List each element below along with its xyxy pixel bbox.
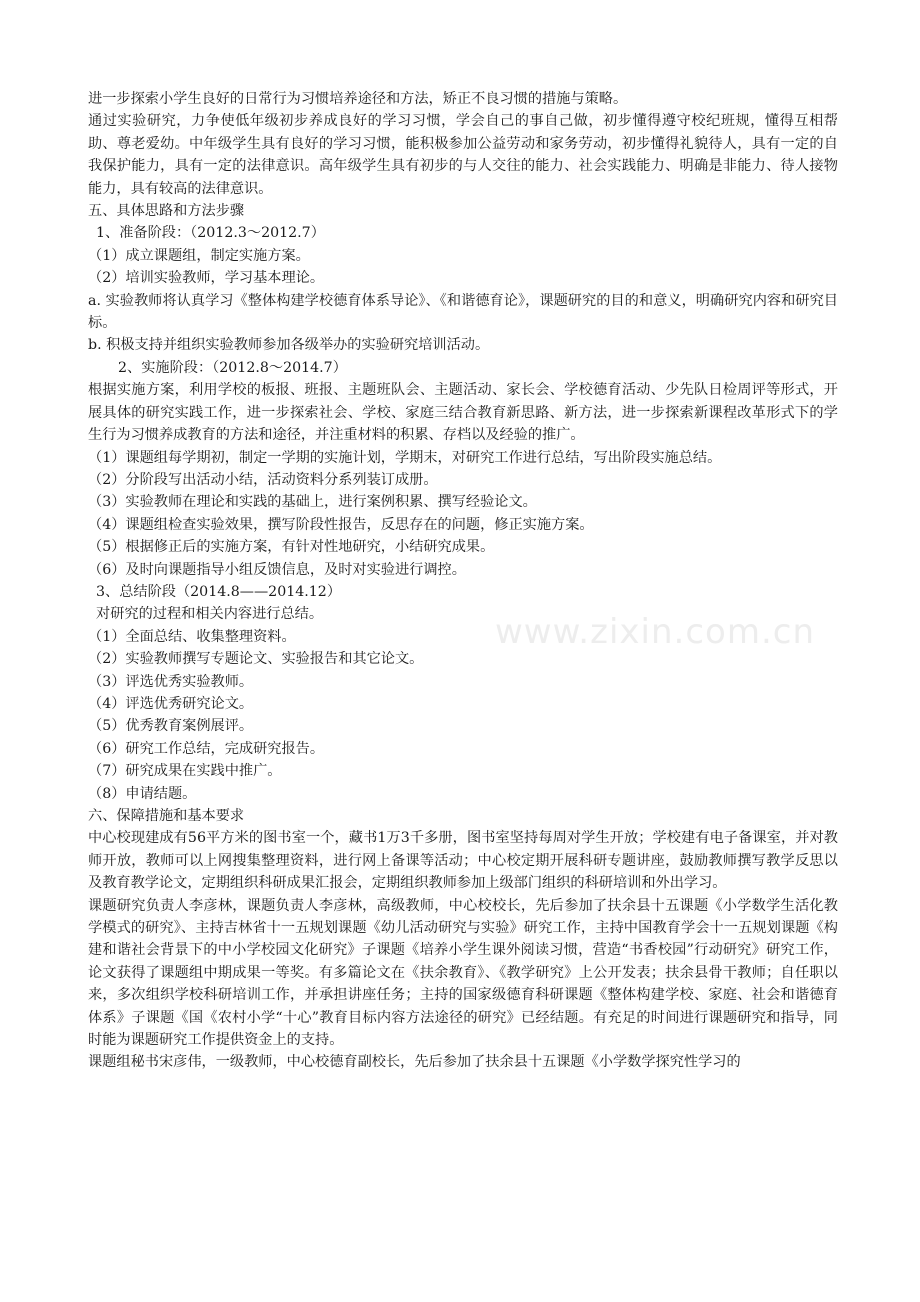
list-item: （2）培训实验教师，学习基本理论。 xyxy=(88,270,325,287)
list-item-a: a. 实验教师将认真学习《整体构建学校德育体系导论》、《和谐德育论》，课题研究的目的和意义，明确研究内容和研究目标。 xyxy=(88,292,838,332)
paragraph-goal-2: 通过实验研究，力争使低年级初步养成良好的学习习惯，学会自己的事自己做，初步懂得遵守校纪班规，懂得互相帮助、尊老爱幼。中年级学生具有良好的学习习惯，能积极参加公益劳动和家务劳动，初步懂得礼貌待人，具有一定的自我保护能力，具有一定的法律意识。高年级学生具有初步的与人交往的能力、社会实践能力、明确是非能力、待人接物能力，具有较高的法律意识。 xyxy=(88,113,838,197)
stage-heading-prepare: 1、准备阶段：（2012.3～2012.7） xyxy=(96,225,325,242)
list-item: （7）研究成果在实践中推广。 xyxy=(88,763,282,780)
stage-heading-implement: 2、实施阶段：（2012.8～2014.7） xyxy=(118,359,347,376)
list-item: （3）实验教师在理论和实践的基础上，进行案例积累、撰写经验论文。 xyxy=(88,494,537,511)
list-item: （2）实验教师撰写专题论文、实验报告和其它论文。 xyxy=(88,651,424,668)
list-item: （6）及时向课题指导小组反馈信息，及时对实验进行调控。 xyxy=(88,561,466,578)
document-page xyxy=(88,88,838,1074)
list-item: （2）分阶段写出活动小结，活动资料分系列装订成册。 xyxy=(88,471,438,488)
list-item: （1）成立课题组，制定实施方案。 xyxy=(88,247,310,264)
stage-heading-summary: 3、总结阶段（2014.8——2014.12） xyxy=(96,583,342,600)
section-heading-6: 六、保障措施和基本要求 xyxy=(88,808,245,824)
list-item: （5）优秀教育案例展评。 xyxy=(88,718,254,735)
paragraph-library: 中心校现建成有56平方米的图书室一个，藏书1万3千多册，图书室坚持每周对学生开放；学校建有电子备课室，并对教师开放，教师可以上网搜集整理资料，进行网上备课等活动；中心校定期开展科研专题讲座，鼓励教师撰写教学反思以及教育教学论文，定期组织科研成果汇报会，定期组织教师参加上级部门组织的科研培训和外出学习。 xyxy=(88,830,838,892)
paragraph-leader: 课题研究负责人李彦林，课题负责人李彦林，高级教师，中心校校长，先后参加了扶余县十五课题《小学数学生活化教学模式的研究》、主持吉林省十一五规划课题《幼儿活动研究与实验》研究工作，主持中国教育学会十一五规划课题《构建和谐社会背景下的中小学校园文化研究》子课题《培养小学生课外阅读习惯，营造“书香校园”行动研究》研究工作，论文获得了课题组中期成果一等奖。有多篇论文在《扶余教育》、《教学研究》上公开发表；扶余县骨干教师；自任职以来，多次组织学校科研培训工作，并承担讲座任务；主持的国家级德育科研课题《整体构建学校、家庭、社会和谐德育体系》子课题《国《农村小学“十心”教育目标内容方法途径的研究》已经结题。有充足的时间进行课题研究和指导，同时能为课题研究工作提供资金上的支持。 xyxy=(88,897,838,1049)
section-heading-5: 五、具体思路和方法步骤 xyxy=(88,203,245,220)
list-item: （1）课题组每学期初，制定一学期的实施计划，学期末，对研究工作进行总结，写出阶段实施总结。 xyxy=(88,449,722,466)
paragraph-secretary: 课题组秘书宋彦伟，一级教师，中心校德育副校长，先后参加了扶余县十五课题《小学数学探究性学习的 xyxy=(88,1054,741,1071)
list-item: （1）全面总结、收集整理资料。 xyxy=(88,628,296,645)
paragraph-summary: 对研究的过程和相关内容进行总结。 xyxy=(96,606,324,623)
list-item-b: b. 积极支持并组织实验教师参加各级举办的实验研究培训活动。 xyxy=(88,337,490,354)
list-item: （8）申请结题。 xyxy=(88,785,197,802)
paragraph-goal-1: 进一步探索小学生良好的日常行为习惯培养途径和方法，矫正不良习惯的措施与策略。 xyxy=(88,91,628,107)
paragraph-implement: 根据实施方案，利用学校的板报、班报、主题班队会、主题活动、家长会、学校德育活动、少先队日检周评等形式，开展具体的研究实践工作，进一步探索社会、学校、家庭三结合教育新思路、新方法，进一步探索新课程改革形式下的学生行为习惯养成教育的方法和途径，并注重材料的积累、存档以及经验的推广。 xyxy=(88,382,838,444)
list-item: （6）研究工作总结，完成研究报告。 xyxy=(88,740,325,757)
list-item: （4）课题组检查实验效果，撰写阶段性报告，反思存在的问题，修正实施方案。 xyxy=(88,516,594,533)
list-item: （5）根据修正后的实施方案，有针对性地研究，小结研究成果。 xyxy=(88,539,495,556)
list-item: （3）评选优秀实验教师。 xyxy=(88,673,254,690)
list-item: （4）评选优秀研究论文。 xyxy=(88,695,254,712)
watermark: www.zixin.com.cn xyxy=(495,612,815,652)
